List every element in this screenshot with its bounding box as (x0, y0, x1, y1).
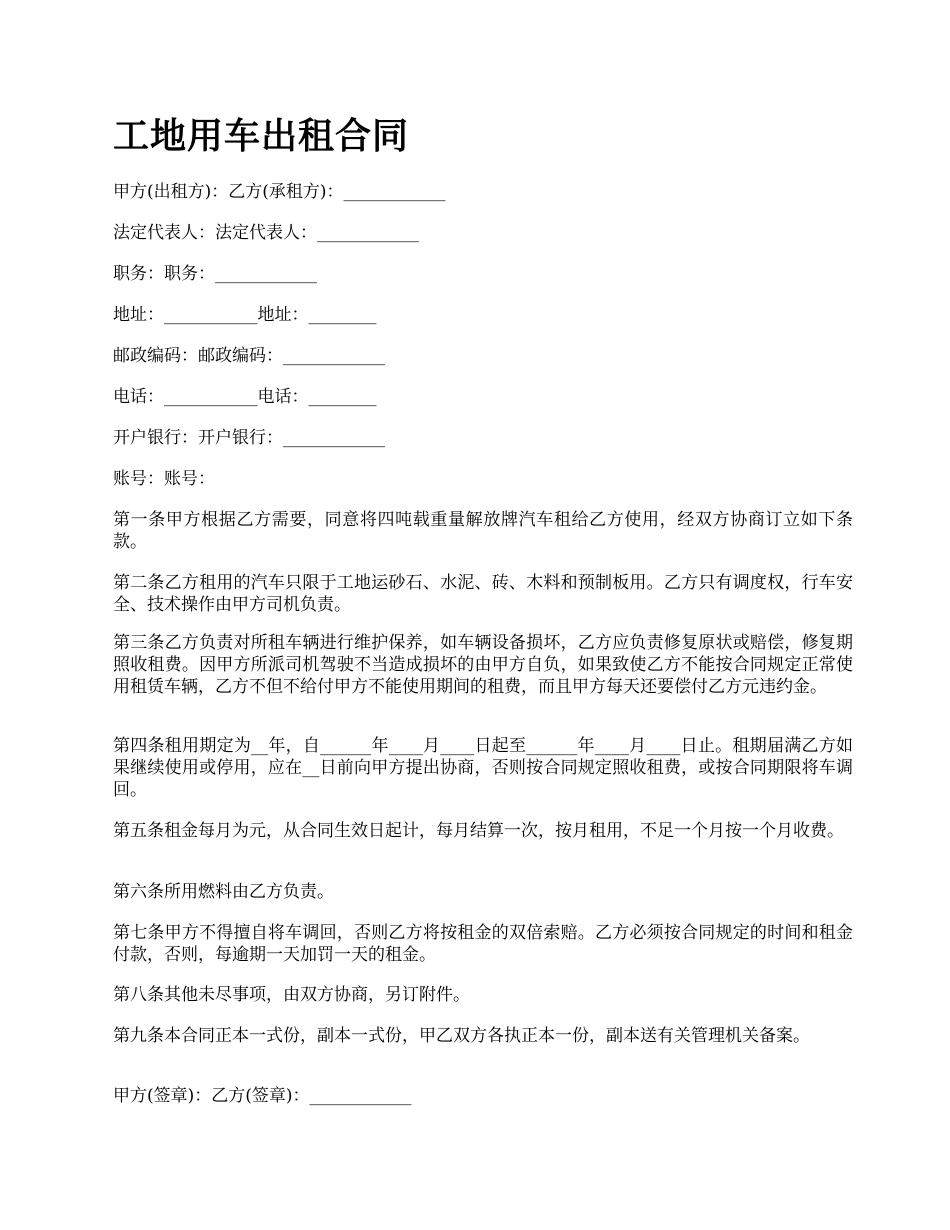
legal-representative-line: 法定代表人：法定代表人：____________ (113, 223, 419, 243)
clause-5: 第五条租金每月为元，从合同生效日起计，每月结算一次，按月租用，不足一个月按一个月收费。 (113, 821, 844, 841)
clause-6: 第六条所用燃料由乙方负责。 (113, 882, 334, 902)
document-title: 工地用车出租合同 (113, 115, 410, 157)
postal-code-line: 邮政编码：邮政编码：____________ (113, 346, 385, 366)
clause-2: 第二条乙方租用的汽车只限于工地运砂石、水泥、砖、木料和预制板用。乙方只有调度权，行车安全、技术操作由甲方司机负责。 (113, 573, 853, 615)
address-line: 地址：___________地址：________ (113, 305, 377, 325)
clause-4: 第四条租用期定为__年，自______年____月____日起至______年____月____日止。租期届满乙方如果继续使用或停用，应在__日前向甲方提出协商，否则按合同规定照收租费，或按合同期限将车调回。 (113, 736, 853, 800)
clause-1: 第一条甲方根据乙方需要，同意将四吨载重量解放牌汽车租给乙方使用，经双方协商订立如下条款。 (113, 510, 853, 552)
clause-3: 第三条乙方负责对所租车辆进行维护保养，如车辆设备损坏，乙方应负责修复原状或赔偿，修复期照收租费。因甲方所派司机驾驶不当造成损坏的由甲方自负，如果致使乙方不能按合同规定正常使用租赁车辆，乙方不但不给付甲方不能使用期间的租费，而且甲方每天还要偿付乙方元违约金。 (113, 633, 853, 697)
telephone-line: 电话：___________电话：________ (113, 387, 377, 407)
bank-line: 开户银行：开户银行：____________ (113, 428, 385, 448)
clause-7: 第七条甲方不得擅自将车调回，否则乙方将按租金的双倍索赔。乙方必须按合同规定的时间和租金付款，否则，每逾期一天加罚一天的租金。 (113, 923, 853, 965)
party-line: 甲方(出租方)：乙方(承租方)：____________ (113, 182, 446, 202)
position-line: 职务：职务：____________ (113, 264, 317, 284)
clause-9: 第九条本合同正本一式份，副本一式份，甲乙双方各执正本一份，副本送有关管理机关备案。 (113, 1026, 810, 1046)
account-line: 账号：账号： (113, 469, 215, 489)
clause-8: 第八条其他未尽事项，由双方协商，另订附件。 (113, 985, 470, 1005)
signature-line: 甲方(签章)：乙方(签章)：____________ (113, 1086, 412, 1106)
